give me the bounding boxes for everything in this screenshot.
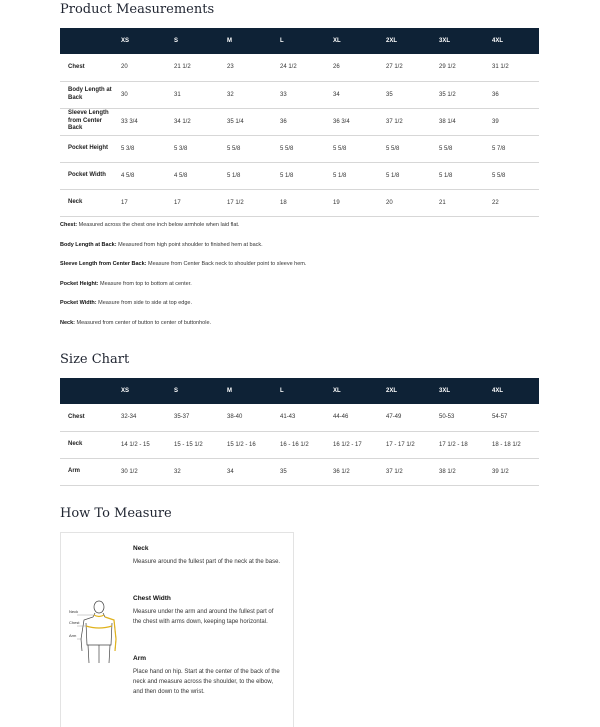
definition-text: Measure from top to bottom at center. [98, 280, 192, 287]
table-cell: 32 [223, 81, 276, 108]
size-header: XS [117, 378, 170, 404]
table-cell: 21 1/2 [170, 54, 223, 81]
table-cell: 36 1/2 [329, 458, 382, 485]
table-cell: 5 5/8 [488, 162, 539, 189]
table-cell: 34 [329, 81, 382, 108]
row-label: Neck [60, 431, 117, 458]
size-chart-table [60, 378, 539, 486]
table-cell: 4 5/8 [170, 162, 223, 189]
table-row [60, 162, 539, 189]
definition-term: Body Length at Back: [60, 241, 117, 248]
how-to-measure-title: How To Measure [60, 506, 172, 521]
size-header: XL [329, 28, 382, 54]
table-cell: 14 1/2 - 15 [117, 431, 170, 458]
table-cell: 17 [117, 189, 170, 216]
table-cell: 17 - 17 1/2 [382, 431, 435, 458]
table-cell: 5 5/8 [223, 135, 276, 162]
size-chart-title: Size Chart [60, 352, 130, 367]
definition-item [60, 222, 540, 229]
size-header: 2XL [382, 28, 435, 54]
product-measurements-title: Product Measurements [60, 2, 215, 17]
table-row [60, 54, 539, 81]
table-row [60, 135, 539, 162]
table-cell: 5 1/8 [276, 162, 329, 189]
table-cell: 19 [329, 189, 382, 216]
table-cell: 32 [170, 458, 223, 485]
table-row [60, 189, 539, 216]
definition-item [60, 261, 540, 268]
definition-text: Measured across the chest one inch below armhole when laid flat. [77, 222, 240, 228]
table-row [60, 81, 539, 108]
definition-term: Pocket Height: [60, 280, 99, 287]
row-label: Chest [60, 404, 117, 431]
table-row [60, 404, 539, 431]
size-header: 3XL [435, 378, 488, 404]
table-cell: 5 3/8 [117, 135, 170, 162]
definition-text: Measure from side to side at top edge. [96, 300, 193, 306]
row-label: Body Length at Back [60, 81, 117, 108]
table-cell: 18 [276, 189, 329, 216]
table-cell: 23 [223, 54, 276, 81]
table-cell: 37 1/2 [382, 108, 435, 135]
size-header: L [276, 28, 329, 54]
table-cell: 4 5/8 [117, 162, 170, 189]
table-cell: 5 1/8 [223, 162, 276, 189]
definition-term: Sleeve Length from Center Back: [60, 261, 147, 267]
definition-text: Measure from Center Back neck to shoulder point to sleeve hem. [146, 261, 307, 267]
size-header: 3XL [435, 28, 488, 54]
table-cell: 39 [488, 108, 539, 135]
size-header: XS [117, 28, 170, 54]
table-cell: 36 [276, 108, 329, 135]
table-cell: 24 1/2 [276, 54, 329, 81]
measure-item-chest-width [133, 595, 283, 627]
table-cell: 20 [382, 189, 435, 216]
table-cell: 38 1/4 [435, 108, 488, 135]
row-label: Pocket Width [60, 162, 117, 189]
measure-item-title: Neck [133, 545, 149, 552]
definition-text: Measured from center of button to center of buttonhole. [74, 319, 212, 326]
row-label: Neck [60, 189, 117, 216]
table-cell: 35 1/4 [223, 108, 276, 135]
table-cell: 22 [488, 189, 539, 216]
measure-item-neck [133, 545, 283, 567]
table-cell: 32-34 [117, 404, 170, 431]
table-cell: 30 1/2 [117, 458, 170, 485]
measure-item-text: Measure under the arm and around the fullest part of the chest with arms down, keeping tape horizontal. [133, 609, 274, 625]
definition-term: Neck: [60, 319, 75, 326]
definition-text: Measured from high point shoulder to finished hem at back. [116, 241, 263, 248]
product-measurements-table [60, 28, 539, 217]
table-cell: 5 7/8 [488, 135, 539, 162]
table-cell: 16 1/2 - 17 [329, 431, 382, 458]
table-cell: 17 [170, 189, 223, 216]
header-corner [60, 378, 117, 404]
table-cell: 5 1/8 [382, 162, 435, 189]
table-cell: 33 [276, 81, 329, 108]
table-cell: 30 [117, 81, 170, 108]
table-cell: 26 [329, 54, 382, 81]
table-cell: 38 1/2 [435, 458, 488, 485]
table-row [60, 458, 539, 485]
table-cell: 34 [223, 458, 276, 485]
header-corner [60, 28, 117, 54]
row-label: Pocket Height [60, 135, 117, 162]
size-header: M [223, 378, 276, 404]
table-cell: 5 1/8 [435, 162, 488, 189]
size-header: S [170, 28, 223, 54]
table-cell: 15 - 15 1/2 [170, 431, 223, 458]
definition-term: Pocket Width: [60, 300, 97, 306]
table-row [60, 108, 539, 135]
size-header: S [170, 378, 223, 404]
size-header: L [276, 378, 329, 404]
table-cell: 17 1/2 - 18 [435, 431, 488, 458]
definition-item [60, 320, 540, 327]
table-cell: 20 [117, 54, 170, 81]
table-cell: 39 1/2 [488, 458, 539, 485]
table-cell: 33 3/4 [117, 108, 170, 135]
table-cell: 27 1/2 [382, 54, 435, 81]
table-cell: 44-46 [329, 404, 382, 431]
size-header: XL [329, 378, 382, 404]
size-header: M [223, 28, 276, 54]
table-row [60, 431, 539, 458]
table-cell: 34 1/2 [170, 108, 223, 135]
measure-item-title: Chest Width [133, 595, 171, 602]
table-cell: 5 3/8 [170, 135, 223, 162]
figure-label-chest: Chest [69, 620, 80, 625]
row-label: Arm [60, 458, 117, 485]
measure-item-title: Arm [133, 655, 147, 662]
definition-item [60, 281, 540, 288]
body-measurement-figure [69, 599, 119, 665]
table-cell: 47-49 [382, 404, 435, 431]
figure-label-arm: Arm [69, 633, 77, 638]
definition-term: Chest: [60, 222, 78, 228]
row-label: Sleeve Length from Center Back [60, 108, 117, 135]
table-cell: 41-43 [276, 404, 329, 431]
how-to-measure-card [60, 532, 294, 727]
size-header: 2XL [382, 378, 435, 404]
table-cell: 50-53 [435, 404, 488, 431]
table-cell: 36 3/4 [329, 108, 382, 135]
table-cell: 35 1/2 [435, 81, 488, 108]
size-header: 4XL [488, 28, 539, 54]
table-cell: 38-40 [223, 404, 276, 431]
table-cell: 17 1/2 [223, 189, 276, 216]
table-cell: 21 [435, 189, 488, 216]
table-cell: 35-37 [170, 404, 223, 431]
table-cell: 29 1/2 [435, 54, 488, 81]
row-label: Chest [60, 54, 117, 81]
figure-label-neck: Neck [69, 609, 79, 614]
table-cell: 5 1/8 [329, 162, 382, 189]
size-header: 4XL [488, 378, 539, 404]
definition-item [60, 242, 540, 249]
measure-item-text: Measure around the fullest part of the neck at the base. [133, 559, 281, 565]
table-cell: 5 5/8 [329, 135, 382, 162]
measure-item-text: Place hand on hip. Start at the center of the back of the neck and measure across the shoulder, to the elbow, and then down to the wrist. [133, 669, 280, 695]
definition-item [60, 300, 540, 307]
table-cell: 35 [276, 458, 329, 485]
table-cell: 35 [382, 81, 435, 108]
measurement-definitions [60, 222, 540, 339]
table-cell: 5 5/8 [276, 135, 329, 162]
table-cell: 15 1/2 - 16 [223, 431, 276, 458]
table-cell: 16 - 16 1/2 [276, 431, 329, 458]
table-cell: 31 [170, 81, 223, 108]
table-header-row [60, 378, 539, 404]
table-header-row [60, 28, 539, 54]
measure-item-arm [133, 655, 283, 697]
table-cell: 37 1/2 [382, 458, 435, 485]
table-cell: 5 5/8 [382, 135, 435, 162]
table-cell: 31 1/2 [488, 54, 539, 81]
table-cell: 36 [488, 81, 539, 108]
table-cell: 54-57 [488, 404, 539, 431]
table-cell: 18 - 18 1/2 [488, 431, 539, 458]
table-cell: 5 5/8 [435, 135, 488, 162]
